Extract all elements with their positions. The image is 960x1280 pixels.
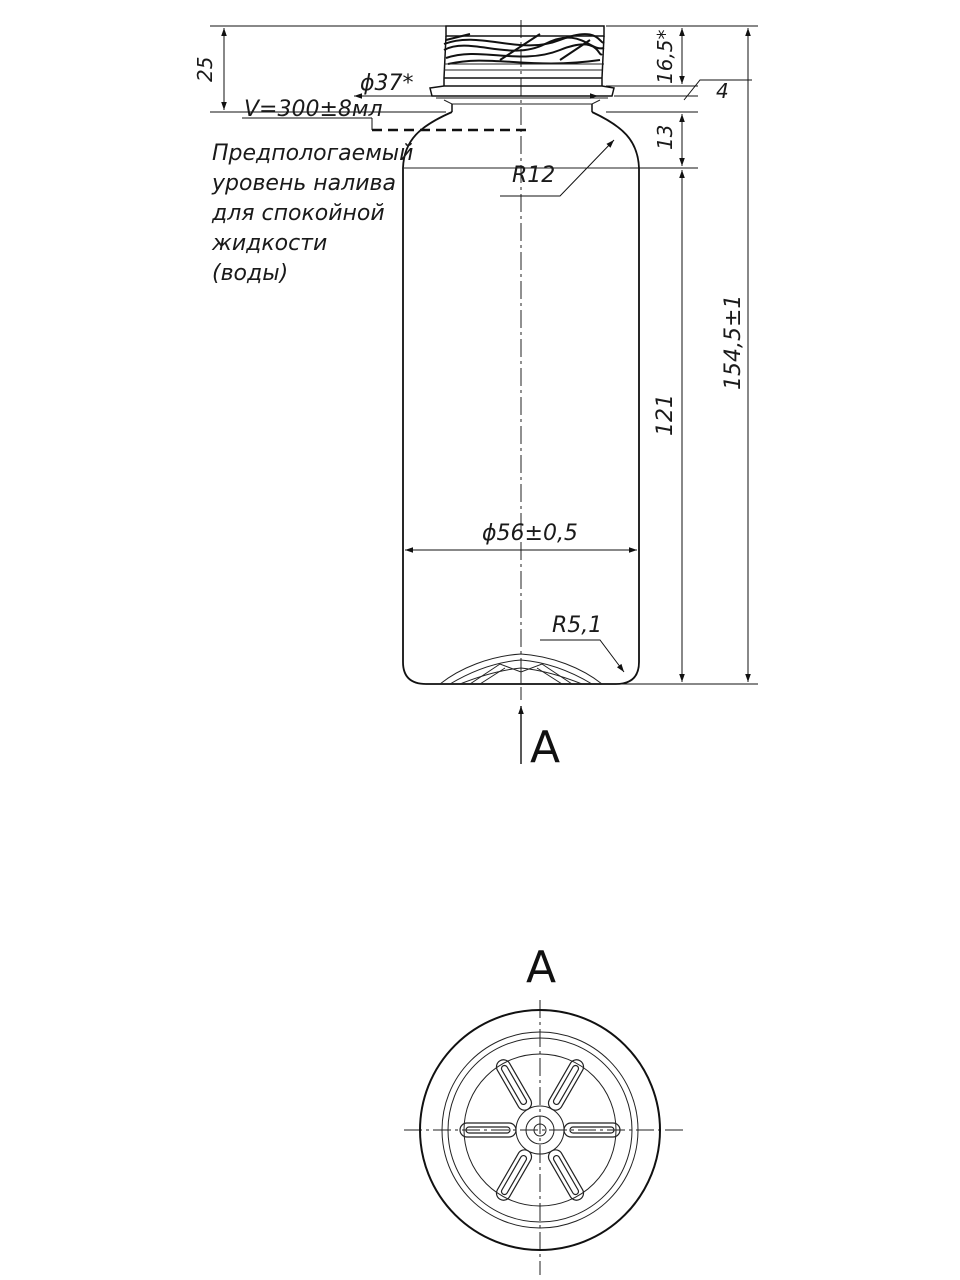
neck-threads — [444, 34, 604, 64]
bottom-view-a — [404, 1000, 684, 1275]
view-a-title: A — [526, 942, 557, 993]
fill-note-line: уровень налива — [212, 171, 396, 196]
dim-collar-height: 4 — [716, 79, 729, 103]
dim-neck-diameter: ϕ37* — [360, 71, 414, 96]
fill-note-line: для спокойной — [212, 201, 385, 226]
bottle-side-view — [372, 20, 639, 700]
fill-level-note — [211, 141, 413, 286]
fill-note-line: Предпологаемый — [212, 141, 414, 166]
fill-note-line: (воды) — [212, 261, 289, 286]
dim-top-height: 25 — [193, 56, 217, 82]
bottle-neck — [444, 26, 604, 78]
dim-total-height: 154,5±1 — [721, 294, 746, 390]
fill-note-line: жидкости — [212, 231, 328, 256]
dim-volume: V=300±8мл — [244, 97, 383, 122]
view-marker-label: A — [530, 722, 561, 773]
bottle-collar — [430, 78, 614, 112]
dim-body-height: 121 — [653, 394, 678, 436]
dim-shoulder-radius: R12 — [512, 163, 556, 188]
dim-body-diameter: ϕ56±0,5 — [482, 521, 578, 546]
dim-base-radius: R5,1 — [552, 613, 603, 638]
dim-shoulder-height: 13 — [653, 124, 677, 150]
dim-neck-height: 16,5* — [653, 29, 677, 84]
